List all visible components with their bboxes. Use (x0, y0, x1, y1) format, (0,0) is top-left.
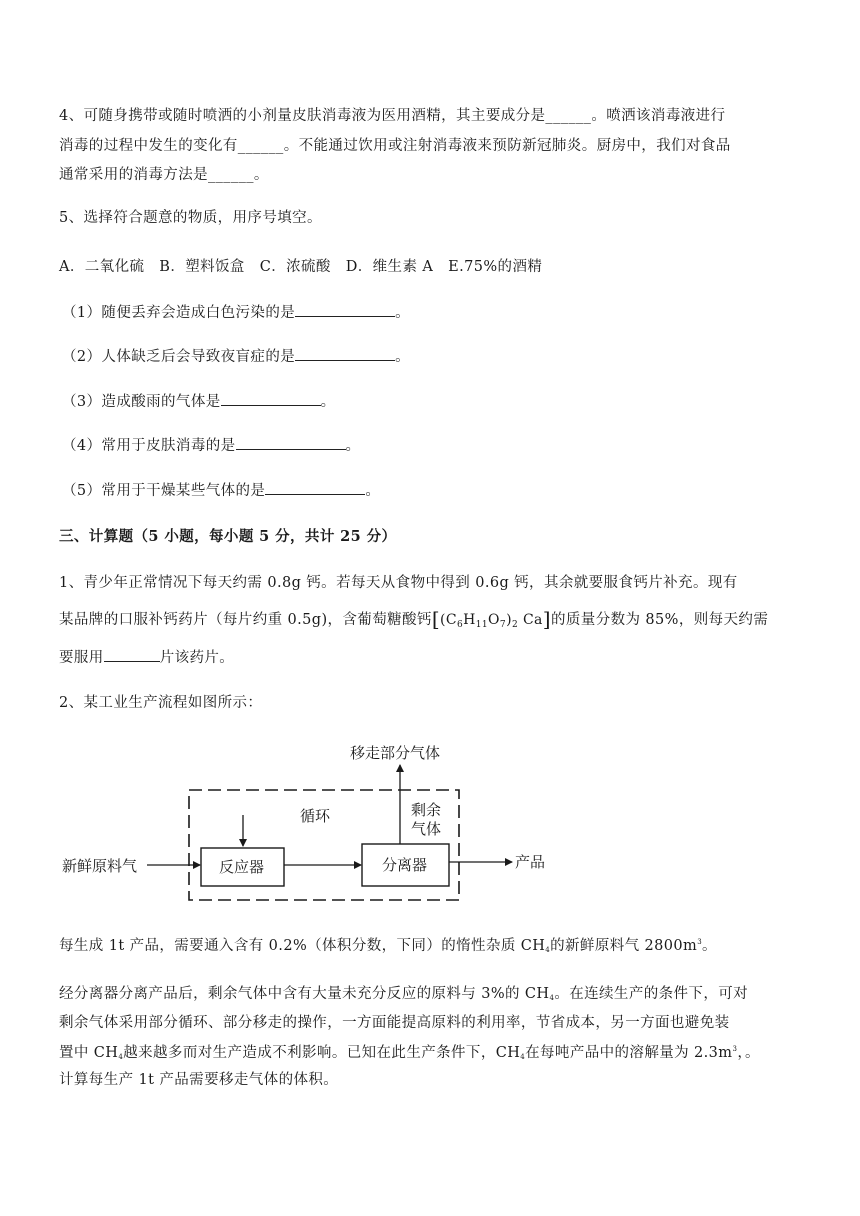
answer-blank (295, 346, 395, 361)
q5-item-1 (62, 302, 410, 323)
q5-options: A．二氧化硫 B．塑料饭盒 C．浓硫酸 D．维生素 A E.75%的酒精 (59, 259, 543, 275)
calc2-paragraph-2-line-3: 置中 CH4越来越多而对生产造成不利影响。已知在此生产条件下，CH4在每吨产品中的溶解量为 $2.3m^3$，。 (59, 1045, 760, 1061)
q5-item-3-end: 。 (320, 394, 336, 410)
answer-blank (236, 435, 346, 450)
q5-item-5-text: （5）常用于干燥某些气体的是 (62, 483, 266, 499)
reactor-label: 反应器 (219, 858, 265, 876)
calc1-line-3 (59, 647, 234, 668)
calcium-gluconate-formula: [$(C_6H_{11}O_7)_2$ Ca] (431, 607, 551, 631)
q4-line-2: 消毒的过程中发生的变化有______。不能通过饮用或注射消毒液来预防新冠肺炎。厨房中，我们对食品 (59, 138, 731, 154)
answer-blank (265, 480, 365, 495)
calc2-paragraph-2-line-1: 经分离器分离产品后，剩余气体中含有大量未充分反应的原料与 3%的 CH4。在连续生产的条件下，可对 (59, 986, 749, 1002)
q5-item-5 (62, 480, 380, 501)
calc1-line-3-end: 片该药片。 (159, 650, 235, 666)
q5-item-1-end: 。 (395, 305, 411, 321)
calc1-line-2-text: 某品牌的口服补钙药片（每片约重 0.5g)，含葡萄糖酸钙 (59, 612, 432, 628)
calc2-paragraph-2-line-2: 剩余气体采用部分循环、部分移走的操作，一方面能提高原料的利用率，节省成本，另一方面也避免装 (59, 1015, 730, 1031)
q5-item-3-text: （3）造成酸雨的气体是 (62, 394, 221, 410)
fresh-feed-label: 新鲜原料气 (62, 857, 138, 875)
q4-line-3: 通常采用的消毒方法是______。 (59, 167, 269, 183)
q5-item-2-text: （2）人体缺乏后会导致夜盲症的是 (62, 349, 296, 365)
cycle-label: 循环 (300, 807, 331, 825)
product-label: 产品 (515, 853, 546, 871)
q5-title: 5、选择符合题意的物质，用序号填空。 (59, 210, 322, 226)
process-flow-diagram (0, 735, 860, 910)
separator-label: 分离器 (382, 856, 428, 874)
q4-line-1: 4、可随身携带或随时喷洒的小剂量皮肤消毒液为医用酒精，其主要成分是______。喷洒该消毒液进行 (59, 108, 726, 124)
q5-item-1-text: （1）随便丢弃会造成白色污染的是 (62, 305, 296, 321)
calc2-paragraph-1: 每生成 1t 产品，需要通入含有 0.2%（体积分数，下同）的惰性杂质 CH4的新鲜原料气 $2800m^3$。 (59, 938, 717, 954)
answer-blank (104, 647, 160, 662)
remaining-gas-label-2: 气体 (411, 820, 442, 838)
answer-blank (295, 302, 395, 317)
calc2-paragraph-2-line-4: 计算每生产 1t 产品需要移走气体的体积。 (59, 1072, 339, 1088)
q5-item-2-end: 。 (395, 349, 411, 365)
q5-item-2 (62, 346, 410, 367)
section-heading: 三、计算题（5 小题，每小题 5 分，共计 25 分） (59, 528, 397, 545)
calc2-title: 2、某工业生产流程如图所示： (59, 695, 263, 711)
q5-item-5-end: 。 (365, 483, 381, 499)
q5-item-4-end: 。 (345, 438, 361, 454)
calc1-line-1: 1、青少年正常情况下每天约需 0.8g 钙。若每天从食物中得到 0.6g 钙，其余就要服食钙片补充。现有 (59, 575, 738, 591)
remaining-gas-label-1: 剩余 (411, 801, 442, 819)
answer-blank (221, 391, 321, 406)
calc1-line-2 (59, 609, 768, 630)
calc1-line-3-text: 要服用 (59, 650, 104, 666)
calc1-line-2-end: 的质量分数为 85%，则每天约需 (551, 612, 769, 628)
q5-item-4 (62, 435, 360, 456)
q5-item-3 (62, 391, 336, 412)
remove-gas-label: 移走部分气体 (350, 744, 441, 762)
q5-item-4-text: （4）常用于皮肤消毒的是 (62, 438, 236, 454)
